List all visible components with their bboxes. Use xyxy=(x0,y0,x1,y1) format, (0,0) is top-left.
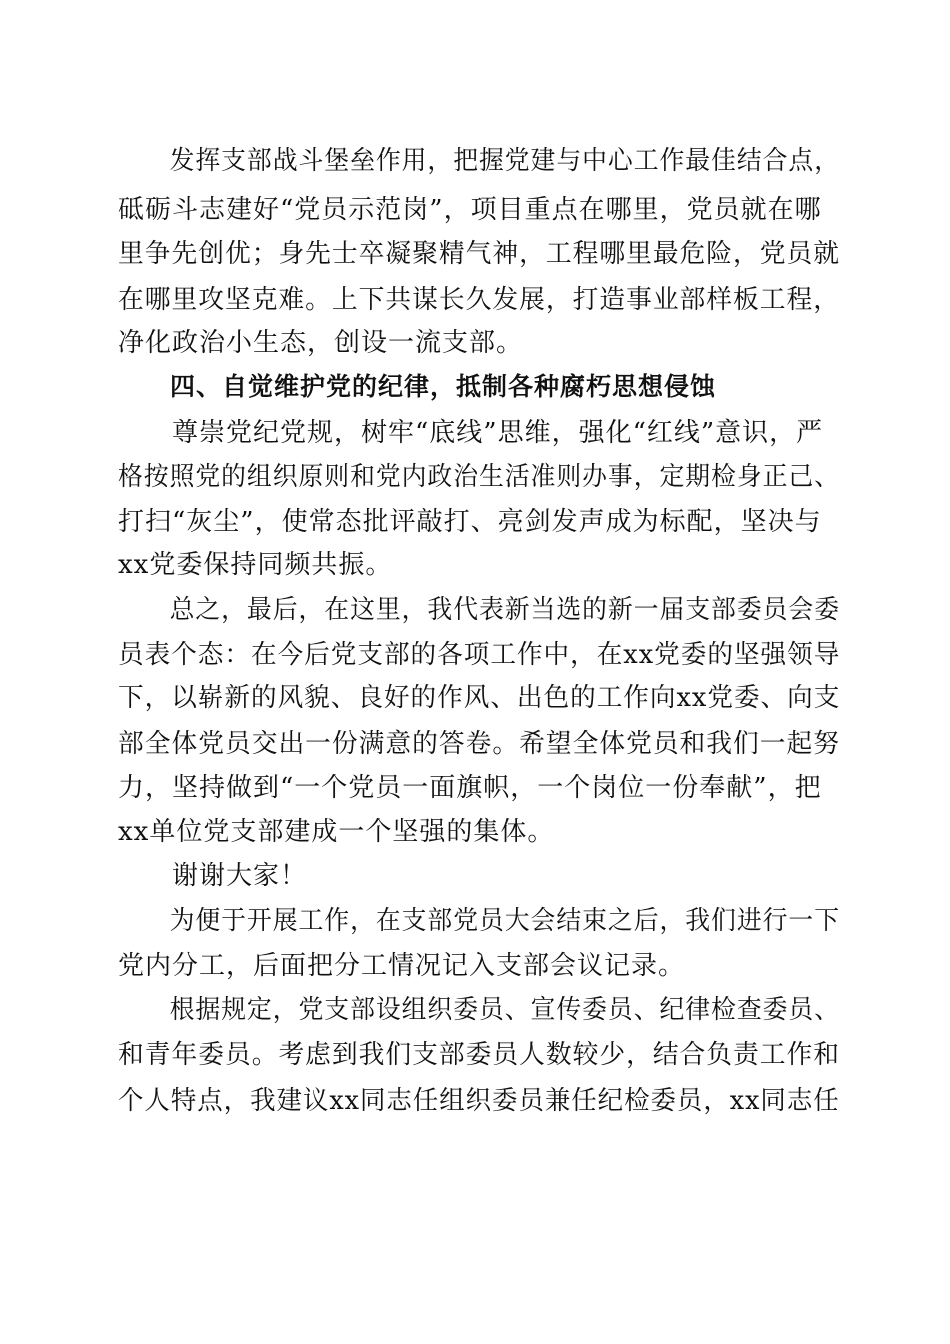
paragraph-line: 格按照党的组织原则和党内政治生活准则办事，定期检身正己、 xyxy=(118,462,840,492)
paragraph-line: 在哪里攻坚克难。上下共谋长久发展，打造事业部样板工程， xyxy=(118,285,841,315)
paragraph-line: 发挥支部战斗堡垒作用，把握党建与中心工作最佳结合点， xyxy=(118,146,840,176)
paragraph-line: 根据规定，党支部设组织委员、宣传委员、纪律检查委员、 xyxy=(118,995,840,1025)
paragraph-line: xx党委保持同频共振。 xyxy=(118,550,393,580)
paragraph-line: 个人特点，我建议xx同志任组织委员兼任纪检委员，xx同志任 xyxy=(118,1086,840,1116)
paragraph-line: 力，坚持做到“一个党员一面旗帜，一个岗位一份奉献”，把 xyxy=(118,773,822,803)
paragraph-line: 谢谢大家！ xyxy=(118,861,308,891)
paragraph-line: 里争先创优；身先士卒凝聚精气神，工程哪里最危险，党员就 xyxy=(118,239,841,269)
paragraph-line: 总之，最后，在这里，我代表新当选的新一届支部委员会委 xyxy=(118,595,840,625)
paragraph-line: 尊崇党纪党规，树牢“底线”思维，强化“红线”意识，严 xyxy=(118,418,824,448)
paragraph-line: 下，以崭新的风貌、良好的作风、出色的工作向xx党委、向支 xyxy=(118,683,841,713)
paragraph-line: 部全体党员交出一份满意的答卷。希望全体党员和我们一起努 xyxy=(118,729,841,759)
paragraph-line: 党内分工，后面把分工情况记入支部会议记录。 xyxy=(118,951,686,981)
paragraph-line: 员表个态：在今后党支部的各项工作中，在xx党委的坚强领导 xyxy=(118,640,841,670)
paragraph-line: xx单位党支部建成一个坚强的集体。 xyxy=(118,817,555,847)
paragraph-line: 砥砺斗志建好“党员示范岗”，项目重点在哪里，党员就在哪 xyxy=(118,195,822,225)
paragraph-line: 净化政治小生态，创设一流支部。 xyxy=(118,328,524,358)
paragraph-line: 和青年委员。考虑到我们支部委员人数较少，结合负责工作和 xyxy=(118,1040,841,1070)
paragraph-line: 为便于开展工作，在支部党员大会结束之后，我们进行一下 xyxy=(118,906,840,936)
section-heading: 四、自觉维护党的纪律，抵制各种腐朽思想侵蚀 xyxy=(118,372,717,401)
paragraph-line: 打扫“灰尘”，使常态批评敲打、亮剑发声成为标配，坚决与 xyxy=(118,507,822,537)
